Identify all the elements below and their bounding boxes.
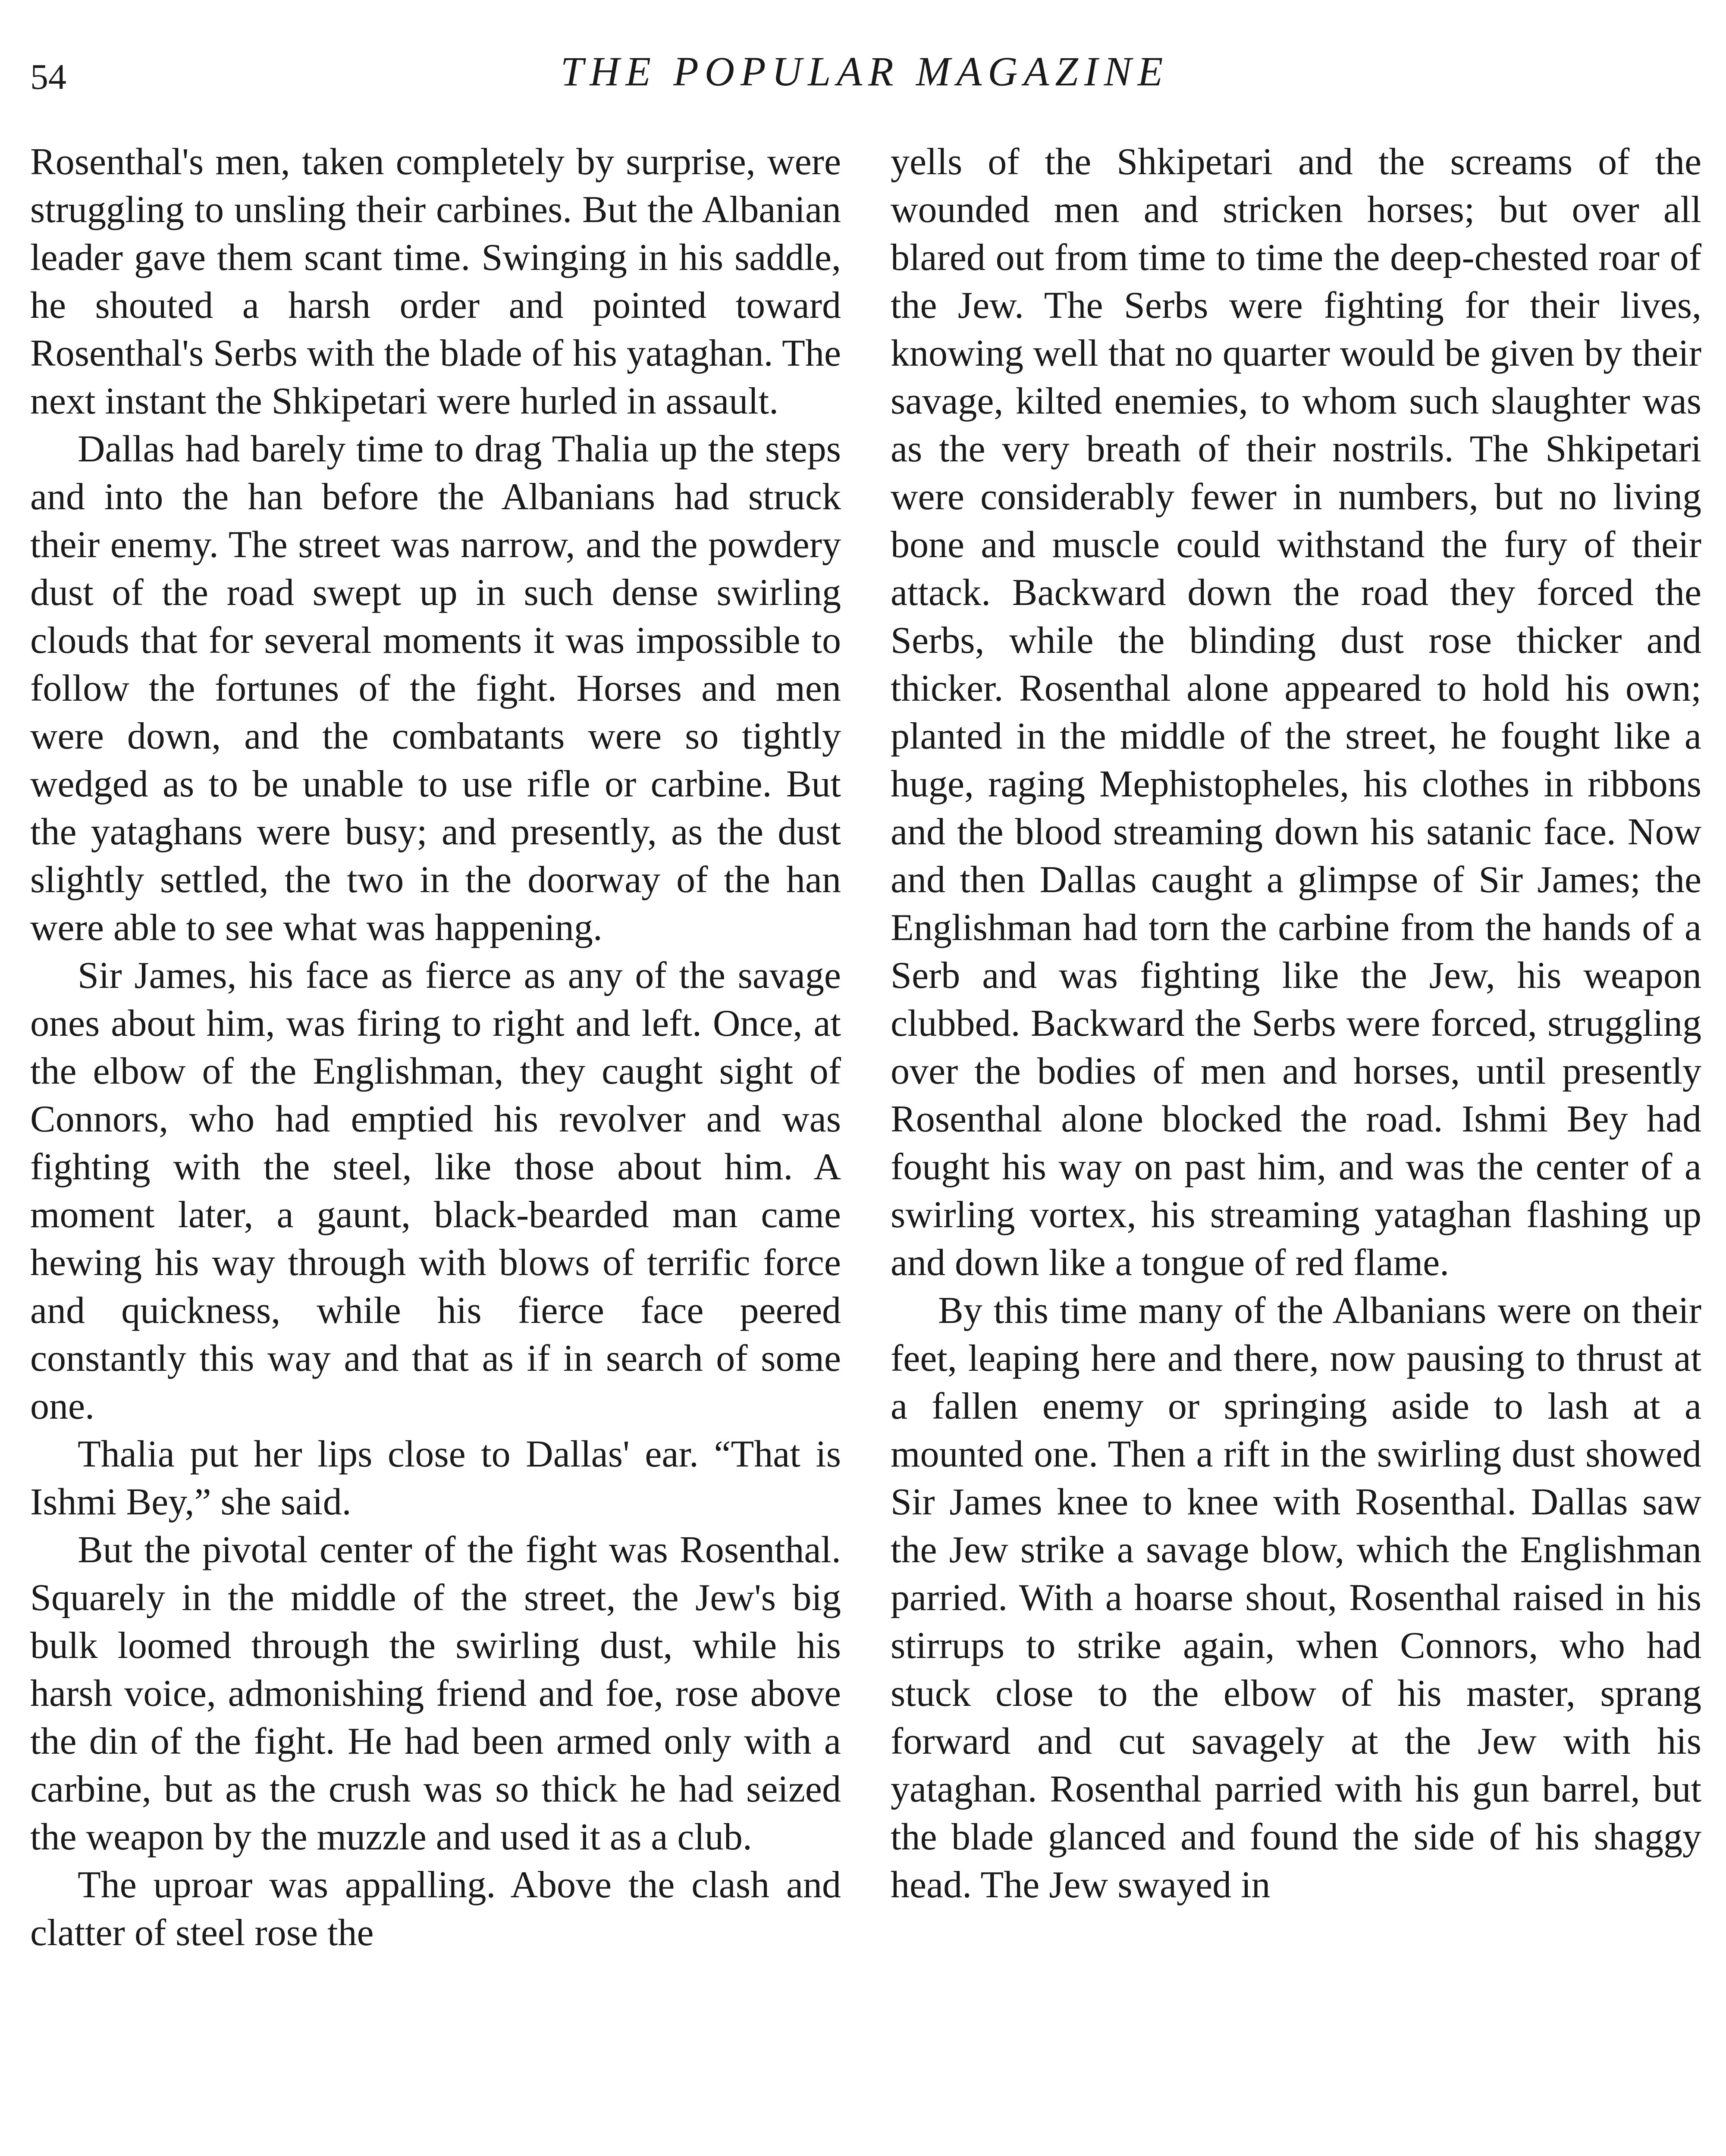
right-column (891, 138, 1701, 1909)
paragraph: The uproar was appalling. Above the clash and clatter of steel rose the (30, 1864, 841, 1954)
page-header (30, 47, 1699, 112)
running-head: THE POPULAR MAGAZINE (560, 48, 1169, 94)
paragraph: yells of the Shkipetari and the screams of the wounded men and stricken horses; but over all blared out from time to time the deep-chested roar of the Jew. The Serbs were fighting for their lives, knowing well that no quarter would be given by their savage, kilted enemies, to whom such slaughter was as the very breath of their nostrils. The Shkipetari were considerably fewer in numbers, but no living bone and muscle could withstand the fury of their attack. Backward down the road they forced the Serbs, while the blinding dust rose thicker and thicker. Rosenthal alone appeared to hold his own; planted in the middle of the street, he fought like a huge, raging Mephistopheles, his clothes in ribbons and the blood streaming down his satanic face. Now and then Dallas caught a glimpse of Sir James; the Englishman had torn the carbine from the hands of a Serb and was fighting like the Jew, his weapon clubbed. Backward the Serbs were forced, struggling over the bodies of men and horses, until presently Rosenthal alone blocked the road. Ishmi Bey had fought his way on past him, and was the center of a swirling vortex, his streaming yataghan flashing up and down like a tongue of red flame. (891, 141, 1701, 1284)
page-number: 54 (30, 57, 66, 97)
left-column (30, 138, 841, 1957)
paragraph: Rosenthal's men, taken completely by surprise, were struggling to unsling their carbines. But the Albanian leader gave them scant time. Swinging in his saddle, he shouted a harsh order and pointed toward Rosenthal's Serbs with the blade of his yataghan. The next instant the Shkipetari were hurled in assault. (30, 141, 841, 422)
paragraph: Thalia put her lips close to Dallas' ear. “That is Ishmi Bey,” she said. (30, 1433, 841, 1523)
paragraph: Sir James, his face as fierce as any of the savage ones about him, was firing to right and left. Once, at the elbow of the Englishman, they caught sight of Connors, who had emptied his revolver and was fighting with the steel, like those about him. A moment later, a gaunt, black-bearded man came hewing his way through with blows of terrific force and quickness, while his fierce face peered constantly this way and that as if in search of some one. (30, 955, 841, 1427)
paragraph: But the pivotal center of the fight was Rosenthal. Squarely in the middle of the street, the Jew's big bulk loomed through the swirling dust, while his harsh voice, admonishing friend and foe, rose above the din of the fight. He had been armed only with a carbine, but as the crush was so thick he had seized the weapon by the muzzle and used it as a club. (30, 1529, 841, 1858)
paragraph: Dallas had barely time to drag Thalia up the steps and into the han before the Albanians had struck their enemy. The street was narrow, and the powdery dust of the road swept up in such dense swirling clouds that for several moments it was impossible to follow the fortunes of the fight. Horses and men were down, and the combatants were so tightly wedged as to be unable to use rifle or carbine. But the yataghans were busy; and presently, as the dust slightly settled, the two in the doorway of the han were able to see what was happening. (30, 428, 841, 949)
paragraph: By this time many of the Albanians were on their feet, leaping here and there, now pausing to thrust at a fallen enemy or springing aside to lash at a mounted one. Then a rift in the swirling dust showed Sir James knee to knee with Rosenthal. Dallas saw the Jew strike a savage blow, which the Englishman parried. With a hoarse shout, Rosenthal raised in his stirrups to strike again, when Connors, who had stuck close to the elbow of his master, sprang forward and cut savagely at the Jew with his yataghan. Rosenthal parried with his gun barrel, but the blade glanced and found the side of his shaggy head. The Jew swayed in (891, 1290, 1701, 1906)
